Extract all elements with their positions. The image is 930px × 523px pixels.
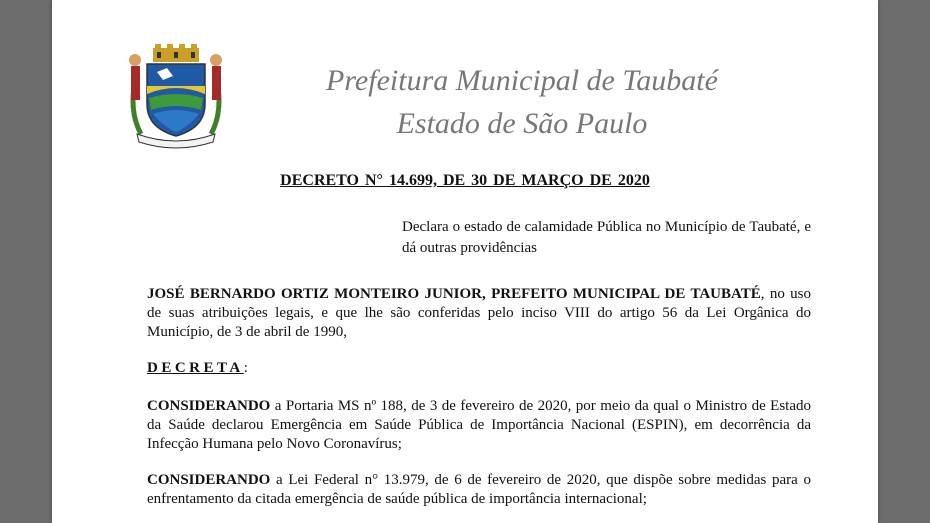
decreta-colon: : xyxy=(243,360,252,376)
considering-paragraph-2 xyxy=(147,471,811,509)
municipality-title: Prefeitura Municipal de Taubaté xyxy=(326,64,718,97)
decree-summary: Declara o estado de calamidade Pública no Município de Taubaté, e dá outras providências xyxy=(402,219,811,256)
decreta-heading xyxy=(147,359,811,378)
decreta-word: DECRETA xyxy=(147,360,244,376)
decree-title: DECRETO N° 14.699, DE 30 DE MARÇO DE 2020 xyxy=(280,172,650,189)
considering-label-1: CONSIDERANDO xyxy=(147,398,271,414)
considering-text-2: a Lei Federal n° 13.979, de 6 de fevereiro de 2020, que dispõe sobre medidas para o enfrentamento da citada emergência de saúde pública de importância internacional; xyxy=(147,472,811,507)
mayor-preamble xyxy=(147,285,811,342)
considering-text-1: a Portaria MS nº 188, de 3 de fevereiro de 2020, por meio da qual o Ministro de Estado da Saúde declarou Emergência em Saúde Pública de Importância Nacional (ESPIN), em decorrência da Infecção Humana pelo Novo Coronavírus; xyxy=(147,398,811,452)
considering-label-2: CONSIDERANDO xyxy=(147,472,271,488)
mayor-name: JOSÉ BERNARDO ORTIZ MONTEIRO JUNIOR, PREFEITO MUNICIPAL DE TAUBATÉ xyxy=(147,286,761,302)
municipal-coat-of-arms-icon xyxy=(127,42,225,150)
considering-paragraph-1 xyxy=(147,397,811,454)
state-subtitle: Estado de São Paulo xyxy=(396,107,648,140)
preamble-text: , no uso de suas atribuições legais, e que lhe são conferidas pelo inciso VIII do artigo 56 da Lei Orgânica do Município, de 3 de abril de 1990, xyxy=(147,286,811,340)
document-page xyxy=(52,0,878,523)
